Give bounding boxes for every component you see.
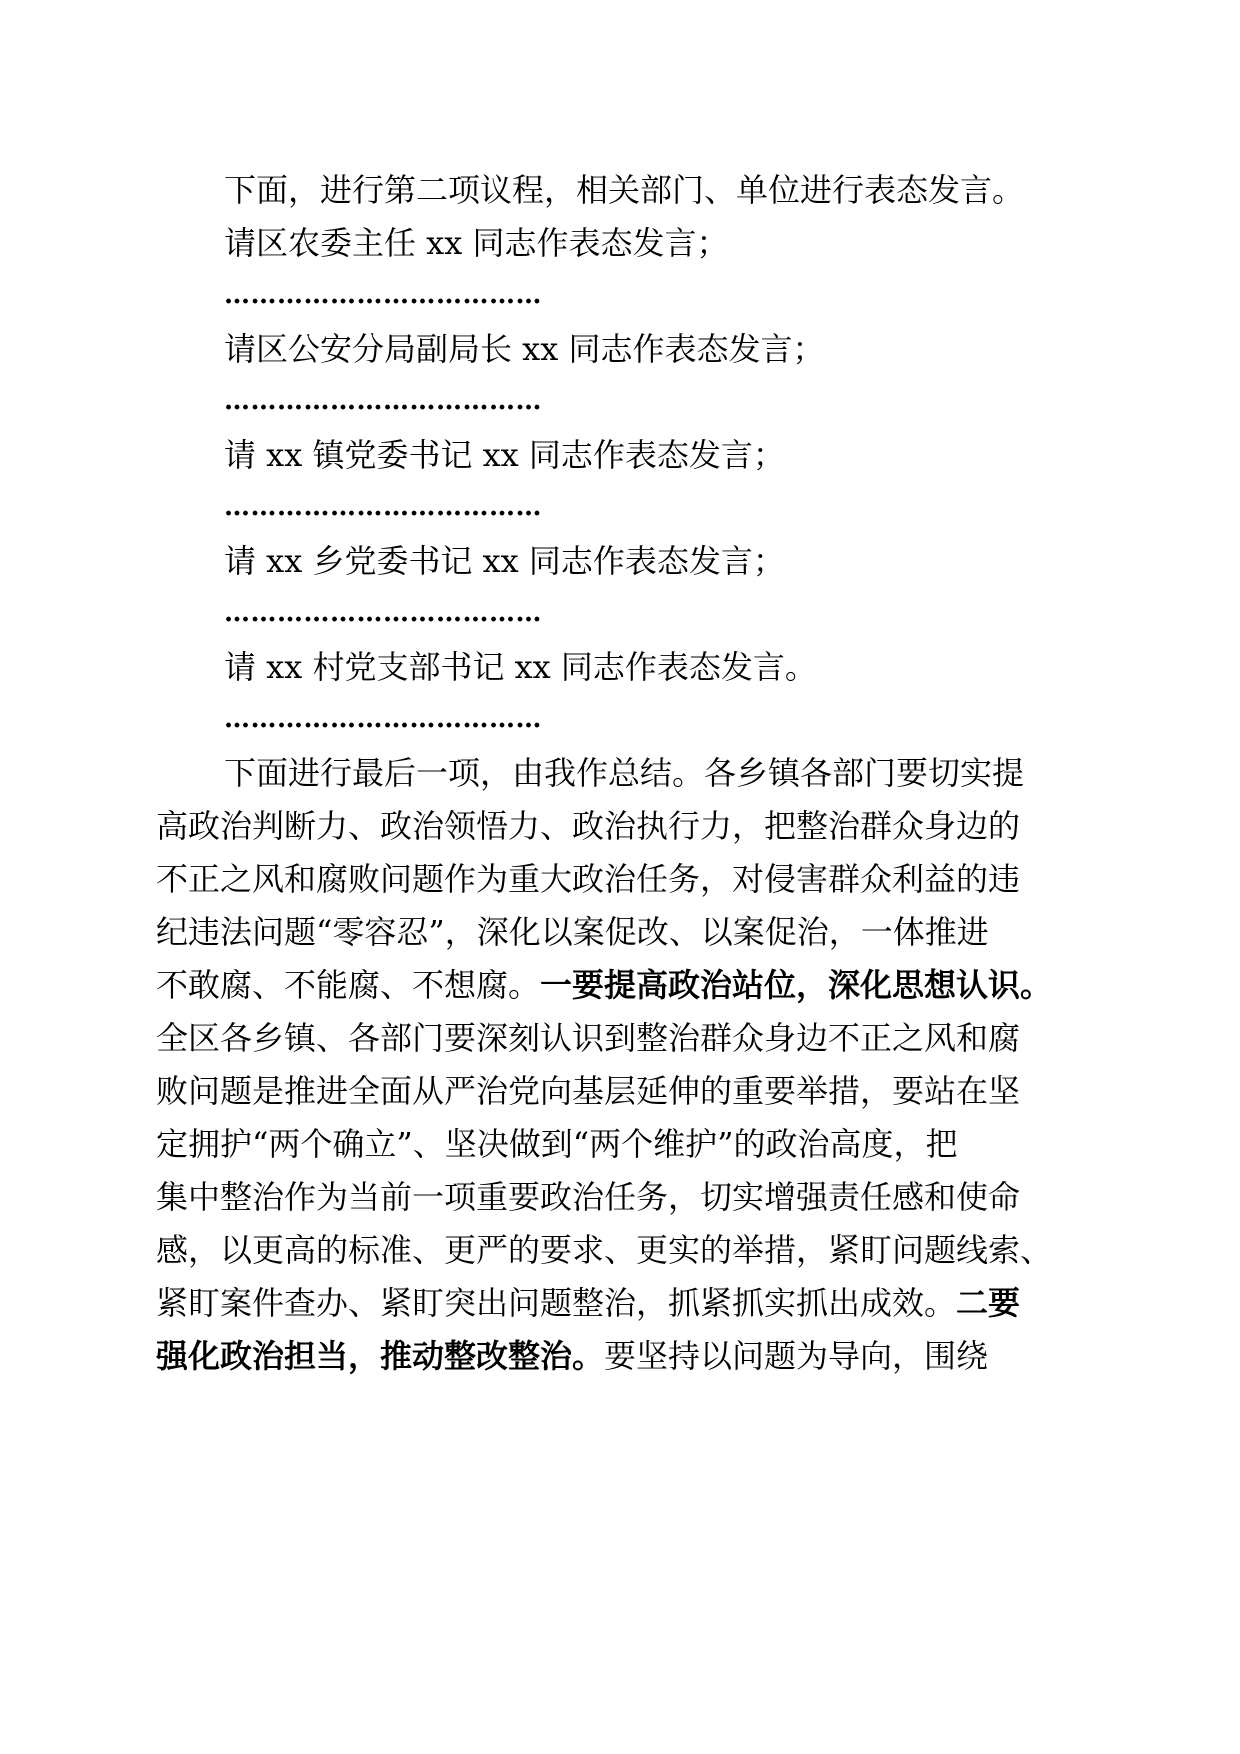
speaker-2: 请区公安分局副局长 xx 同志作表态发言；: [224, 330, 825, 368]
point-two-heading-start: 二要: [956, 1284, 1021, 1322]
speaker-4: 请 xx 乡党委书记 xx 同志作表态发言；: [224, 542, 785, 580]
ellipsis-1: ………………………………: [224, 280, 542, 310]
agenda-intro: 下面，进行第二项议程，相关部门、单位进行表态发言。: [224, 171, 1025, 209]
speaker-5: 请 xx 村党支部书记 xx 同志作表态发言。: [224, 648, 817, 686]
summary-line-3: 不正之风和腐败问题作为重大政治任务，对侵害群众利益的违: [156, 860, 1021, 898]
ellipsis-5: ………………………………: [224, 704, 542, 734]
summary-line-9: 集中整治作为当前一项重要政治任务，切实增强责任感和使命: [156, 1178, 1021, 1216]
summary-line-12-text: 要坚持以问题为导向，围绕: [604, 1337, 989, 1375]
summary-line-12: [156, 1336, 988, 1376]
summary-line-2: 高政治判断力、政治领悟力、政治执行力，把整治群众身边的: [156, 807, 1021, 845]
speaker-1: 请区农委主任 xx 同志作表态发言；: [224, 224, 729, 262]
summary-line-7: 败问题是推进全面从严治党向基层延伸的重要举措，要站在坚: [156, 1072, 1021, 1110]
summary-line-5-text: 不敢腐、不能腐、不想腐。: [156, 966, 541, 1004]
summary-line-11-text: 紧盯案件查办、紧盯突出问题整治，抓紧抓实抓出成效。: [156, 1284, 957, 1322]
point-two-heading-end: 强化政治担当，推动整改整治。: [156, 1337, 605, 1375]
ellipsis-4: ………………………………: [224, 598, 542, 628]
point-one-heading: 一要提高政治站位，深化思想认识。: [540, 966, 1053, 1004]
summary-line-5: [156, 965, 1052, 1005]
ellipsis-2: ………………………………: [224, 386, 542, 416]
ellipsis-3: ………………………………: [224, 492, 542, 522]
summary-line-1: 下面进行最后一项，由我作总结。各乡镇各部门要切实提: [224, 754, 1025, 792]
speaker-3: 请 xx 镇党委书记 xx 同志作表态发言；: [224, 436, 785, 474]
summary-line-8: 定拥护“两个确立”、坚决做到“两个维护”的政治高度，把: [156, 1125, 958, 1163]
summary-line-10: 感，以更高的标准、更严的要求、更实的举措，紧盯问题线索、: [156, 1231, 1053, 1269]
summary-line-4: 纪违法问题“零容忍”，深化以案促改、以案促治，一体推进: [156, 913, 989, 951]
summary-line-6: 全区各乡镇、各部门要深刻认识到整治群众身边不正之风和腐: [156, 1019, 1021, 1057]
summary-line-11: [156, 1283, 1020, 1323]
